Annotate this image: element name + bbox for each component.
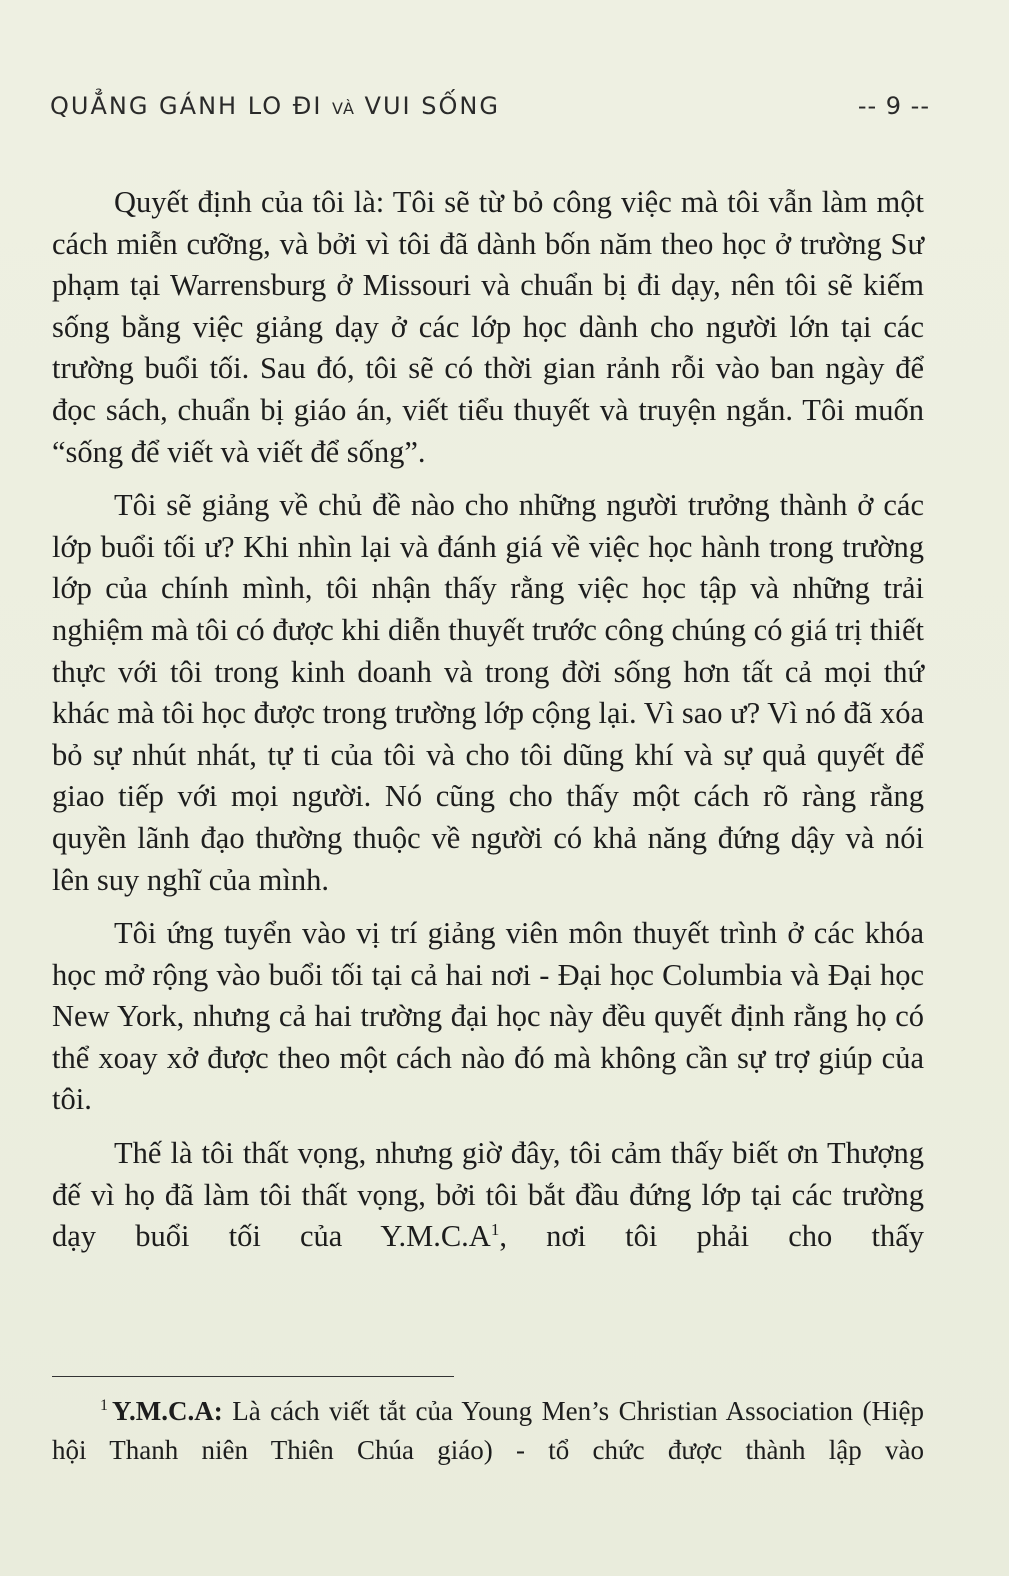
- paragraph-1: Quyết định của tôi là: Tôi sẽ từ bỏ công việc mà tôi vẫn làm một cách miễn cưỡng, và bởi vì tôi đã dành bốn năm theo học ở trường Sư phạm tại Warrensburg ở Missouri và chuẩn bị đi dạy, nên tôi sẽ kiếm sống bằng việc giảng dạy ở các lớp học dành cho người lớn tại các trường buổi tối. Sau đó, tôi sẽ có thời gian rảnh rỗi vào ban ngày để đọc sách, chuẩn bị giáo án, viết tiểu thuyết và truyện ngắn. Tôi muốn “sống để viết và viết để sống”.: [52, 185, 924, 469]
- footnote-divider: [52, 1376, 454, 1377]
- footnote-term: Y.M.C.A:: [112, 1396, 223, 1426]
- footnote: [52, 1392, 924, 1470]
- paragraph-4-text-before: Thế là tôi thất vọng, nhưng giờ đây, tôi cảm thấy biết ơn Thượng đế vì họ đã làm tôi thất vọng, bởi tôi bắt đầu đứng lớp tại các trường dạy buổi tối của Y.M.C.A: [52, 1136, 924, 1254]
- running-title-part-2: VUI SỐNG: [354, 92, 500, 120]
- footnote-text: Là cách viết tắt của Young Men’s Christian Association (Hiệp hội Thanh niên Thiên Chúa giáo) - tổ chức được thành lập vào: [52, 1396, 924, 1465]
- running-title-part-1: QUẲNG GÁNH LO ĐI: [50, 92, 333, 120]
- running-title-conjunction: VÀ: [332, 99, 355, 118]
- paragraph-4: [52, 1133, 924, 1258]
- body-text: [52, 182, 924, 1270]
- footnote-paragraph: [52, 1392, 924, 1470]
- page-header: [50, 92, 930, 132]
- page-number: -- 9 --: [857, 92, 930, 120]
- paragraph-2: Tôi sẽ giảng về chủ đề nào cho những người trưởng thành ở các lớp buổi tối ư? Khi nhìn lại và đánh giá về việc học hành trong trường lớp của chính mình, tôi nhận thấy rằng việc học tập và những trải nghiệm mà tôi có được khi diễn thuyết trước công chúng có giá trị thiết thực với tôi trong kinh doanh và trong đời sống hơn tất cả mọi thứ khác mà tôi học được trong trường lớp cộng lại. Vì sao ư? Vì nó đã xóa bỏ sự nhút nhát, tự ti của tôi và cho tôi dũng khí và sự quả quyết để giao tiếp với mọi người. Nó cũng cho thấy một cách rõ ràng rằng quyền lãnh đạo thường thuộc về người có khả năng đứng dậy và nói lên suy nghĩ của mình.: [52, 488, 924, 897]
- paragraph-4-text-after: , nơi tôi phải cho thấy: [499, 1219, 924, 1254]
- footnote-reference: 1: [490, 1220, 500, 1240]
- running-title: [50, 92, 500, 120]
- paragraph-3: Tôi ứng tuyển vào vị trí giảng viên môn thuyết trình ở các khóa học mở rộng vào buổi tối tại cả hai nơi - Đại học Columbia và Đại học New York, nhưng cả hai trường đại học này đều quyết định rằng họ có thể xoay xở được theo một cách nào đó mà không cần sự trợ giúp của tôi.: [52, 916, 924, 1117]
- footnote-mark: 1: [100, 1397, 108, 1414]
